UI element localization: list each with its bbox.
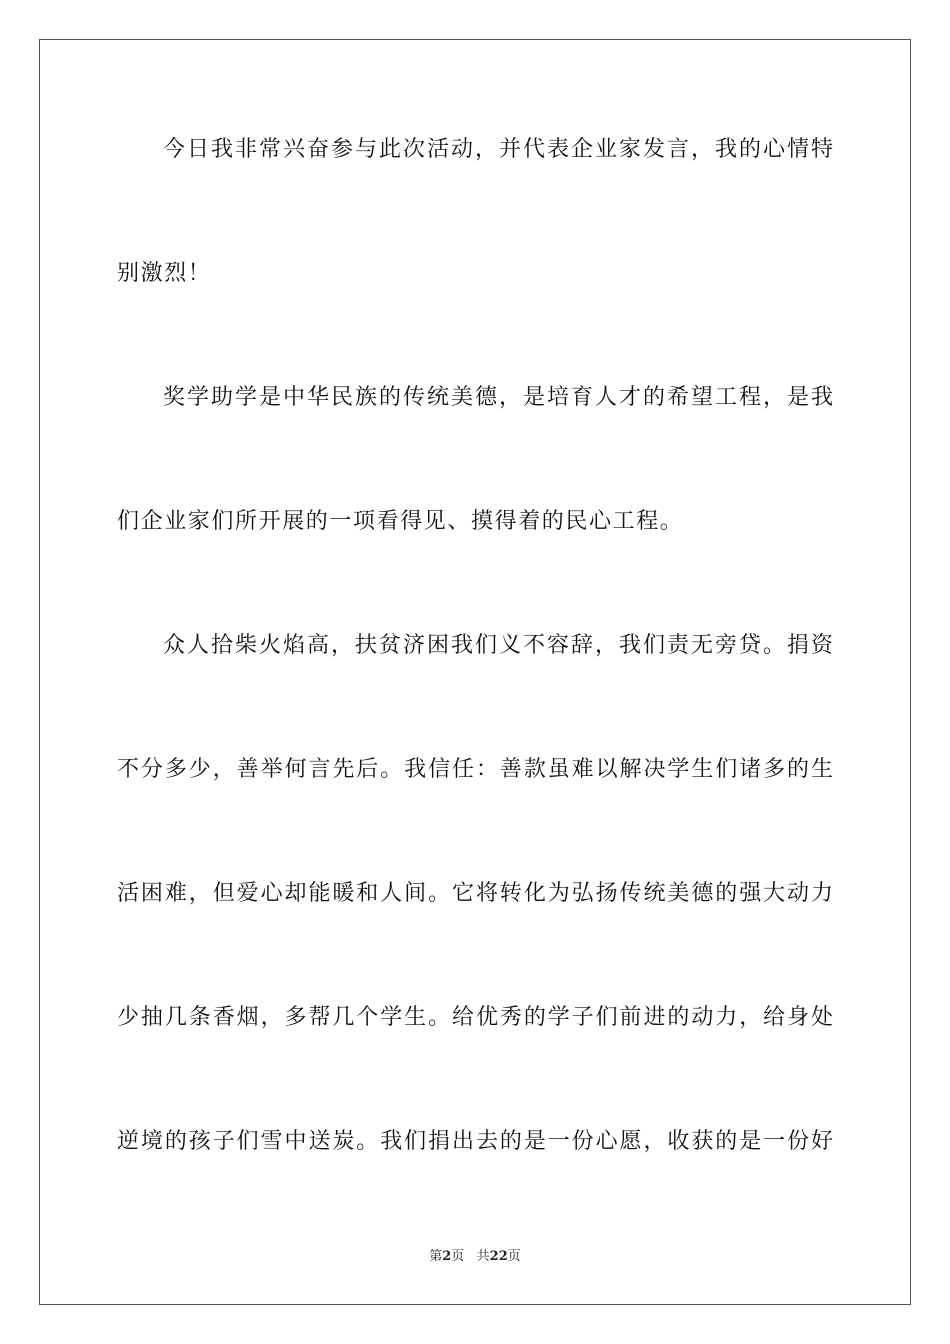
current-page-number: 2: [442, 1249, 452, 1264]
paragraph-2-line-2: 们企业家们所开展的一项看得见、摸得着的民心工程。: [117, 509, 684, 534]
paragraph-3-line-1: 众人拾柴火焰高，扶贫济困我们义不容辞，我们责无旁贷。捐资: [163, 633, 833, 658]
paragraph-3-line-5: 逆境的孩子们雪中送炭。我们捐出去的是一份心愿，收获的是一份好: [117, 1129, 833, 1154]
total-page-number: 22: [489, 1249, 508, 1264]
footer-prefix: 第: [429, 1249, 443, 1264]
paragraph-1-line-2: 别激烈！: [117, 261, 212, 286]
footer-mid: 页 共: [451, 1249, 490, 1264]
page-number-footer: [0, 1249, 950, 1265]
paragraph-3-line-3: 活困难，但爱心却能暖和人间。它将转化为弘扬传统美德的强大动力: [117, 881, 833, 906]
paragraph-2-line-1: 奖学助学是中华民族的传统美德，是培育人才的希望工程，是我: [163, 385, 833, 410]
footer-suffix: 页: [507, 1249, 521, 1264]
paragraph-3-line-4: 少抽几条香烟，多帮几个学生。给优秀的学子们前进的动力，给身处: [117, 1005, 833, 1030]
page-frame: [39, 39, 911, 1305]
paragraph-3-line-2: 不分多少，善举何言先后。我信任：善款虽难以解决学生们诸多的生: [117, 757, 833, 782]
paragraph-1-line-1: 今日我非常兴奋参与此次活动，并代表企业家发言，我的心情特: [163, 137, 833, 162]
